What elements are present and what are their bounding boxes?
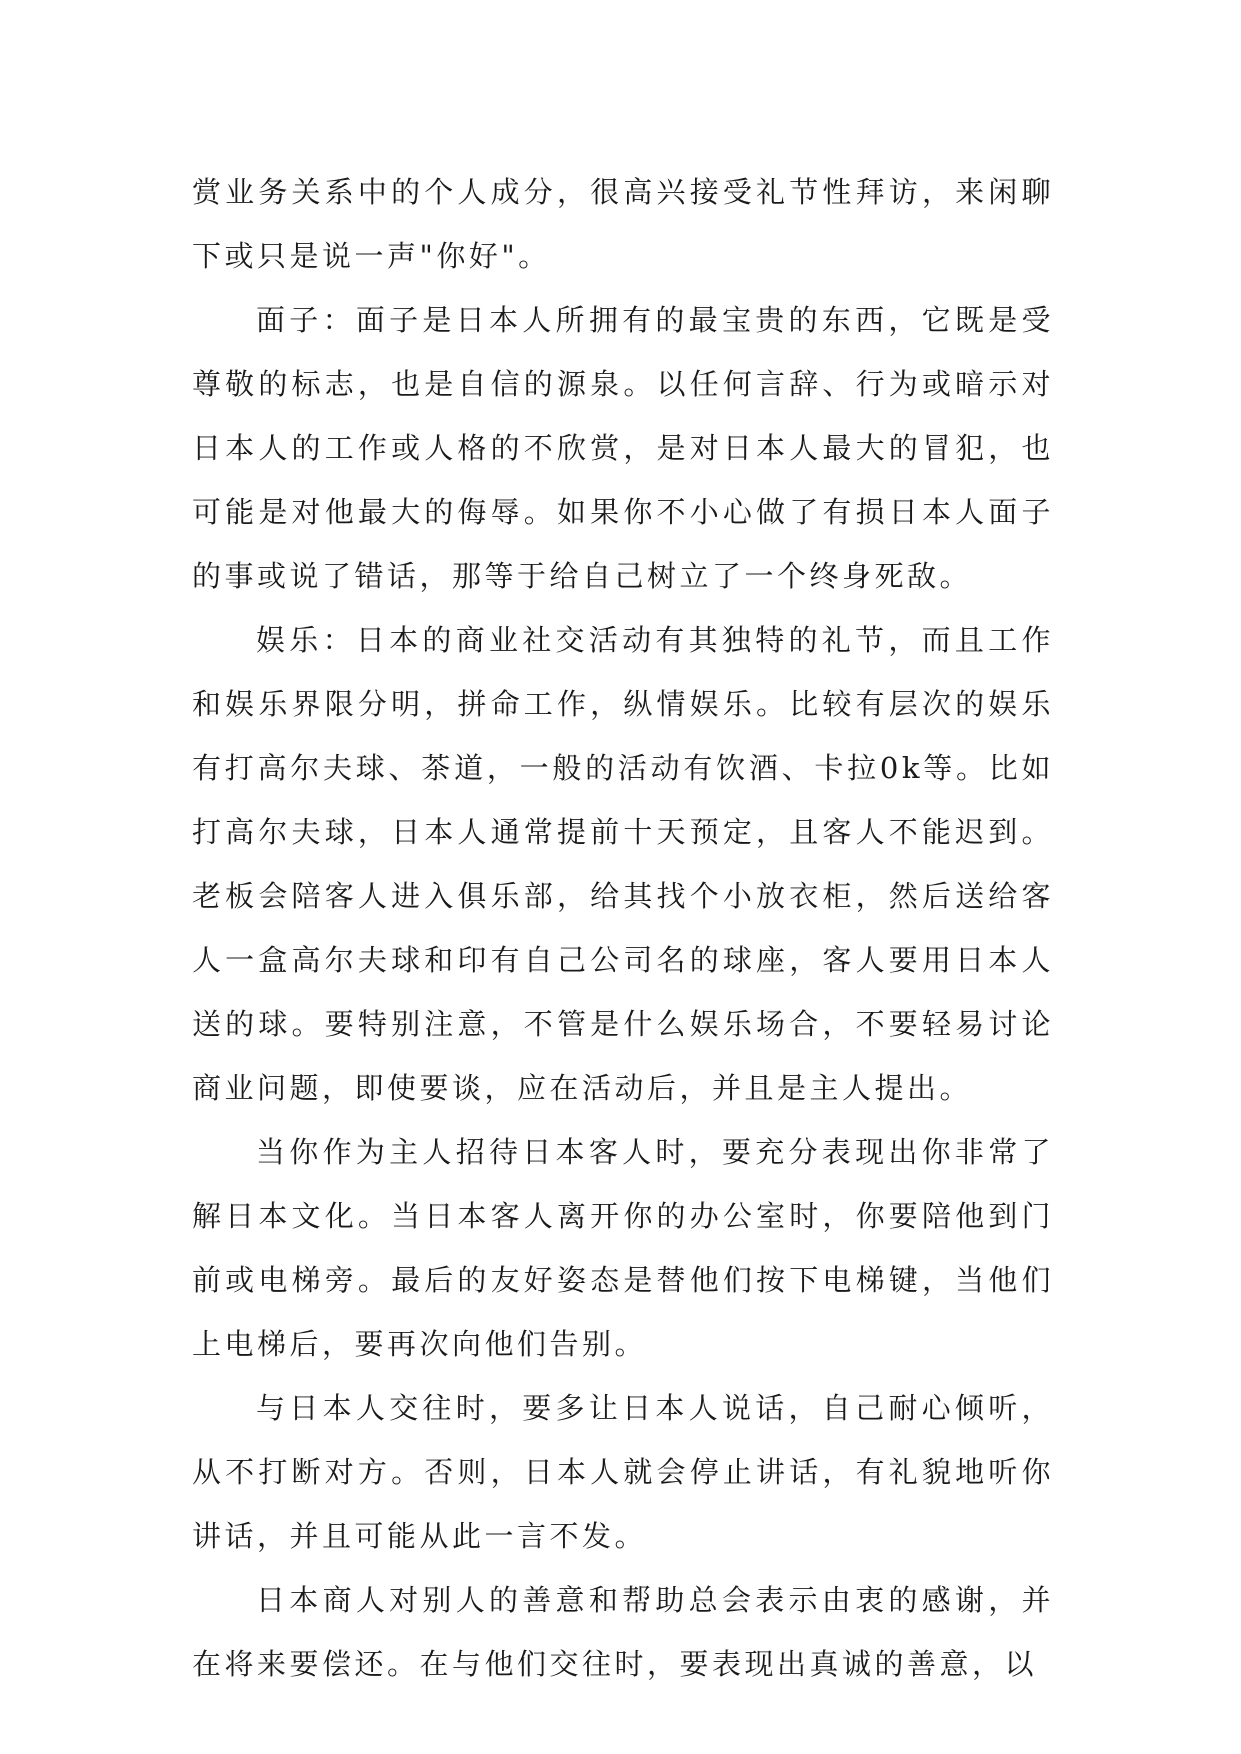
paragraph-entertainment: 娱乐：日本的商业社交活动有其独特的礼节，而且工作和娱乐界限分明，拼命工作，纵情娱乐。比较有层次的娱乐有打高尔夫球、茶道，一般的活动有饮酒、卡拉0k等。比如打高尔夫球，日本人通常提前十天预定，且客人不能迟到。老板会陪客人进入俱乐部，给其找个小放衣柜，然后送给客人一盒高尔夫球和印有自己公司名的球座，客人要用日本人送的球。要特别注意，不管是什么娱乐场合，不要轻易讨论商业问题，即使要谈，应在活动后，并且是主人提出。 [192, 623, 1054, 1105]
paragraph-face: 面子：面子是日本人所拥有的最宝贵的东西，它既是受尊敬的标志，也是自信的源泉。以任何言辞、行为或暗示对日本人的工作或人格的不欣赏，是对日本人最大的冒犯，也可能是对他最大的侮辱。如果你不小心做了有损日本人面子的事或说了错话，那等于给自己树立了一个终身死敌。 [192, 303, 1054, 593]
paragraph-hosting: 当你作为主人招待日本客人时，要充分表现出你非常了解日本文化。当日本客人离开你的办公室时，你要陪他到门前或电梯旁。最后的友好姿态是替他们按下电梯键，当他们上电梯后，要再次向他们告别。 [192, 1135, 1054, 1361]
paragraph-continuation: 赏业务关系中的个人成分，很高兴接受礼节性拜访，来闲聊下或只是说一声"你好"。 [192, 175, 1054, 273]
paragraph-listening: 与日本人交往时，要多让日本人说话，自己耐心倾听，从不打断对方。否则，日本人就会停止讲话，有礼貌地听你讲话，并且可能从此一言不发。 [192, 1391, 1054, 1553]
paragraph-gratitude: 日本商人对别人的善意和帮助总会表示由衷的感谢，并在将来要偿还。在与他们交往时，要表现出真诚的善意，以 [192, 1583, 1054, 1681]
document-body [192, 160, 1054, 1696]
